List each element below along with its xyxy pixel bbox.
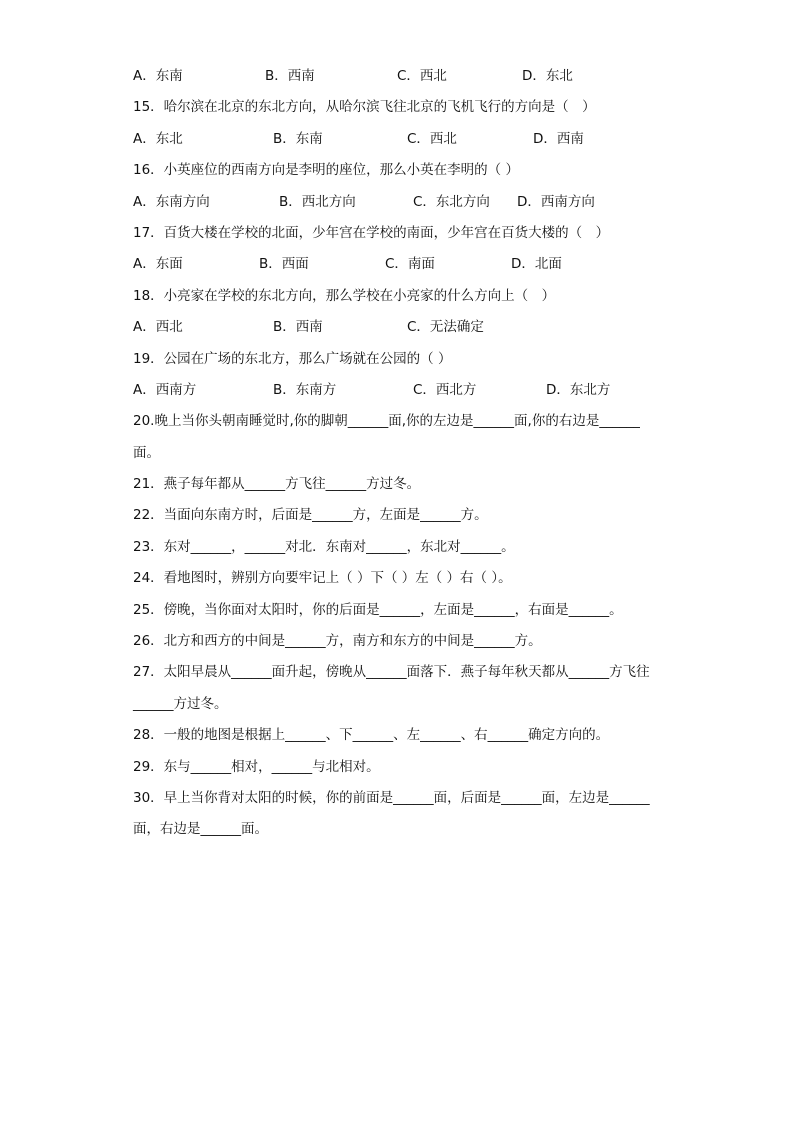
option-a: A．东面	[133, 256, 183, 273]
option-b: B．西面	[259, 256, 309, 273]
option-d: D．东北	[522, 68, 573, 84]
option-b: B．西北方向	[279, 193, 356, 210]
option-a: A．东南	[133, 68, 183, 84]
option-a: A．西北	[133, 319, 183, 336]
option-d: D．东北方	[546, 381, 611, 398]
question-15: 15．哈尔滨在北京的东北方向，从哈尔滨飞往北京的飞机飞行的方向是（ ）	[133, 99, 596, 116]
option-a: A．东南方向	[133, 193, 210, 210]
question-18: 18．小亮家在学校的东北方向，那么学校在小亮家的什么方向上（ ）	[133, 287, 556, 304]
question-28: 28．一般的地图是根据上______、下______、左______、右______确定方向的。	[133, 727, 610, 744]
option-a: A．西南方	[133, 381, 197, 398]
question-25: 25．傍晚，当你面对太阳时，你的后面是______，左面是______，右面是______。	[133, 601, 623, 618]
option-c: C．西北方	[413, 381, 477, 398]
option-c: C．南面	[385, 256, 435, 273]
q15-options	[133, 126, 673, 157]
question-19: 19．公园在广场的东北方，那么广场就在公园的（ ）	[133, 350, 452, 367]
question-20-line-1: 20.晚上当你头朝南睡觉时,你的脚朝______面,你的左边是______面,你的右边是______	[133, 413, 640, 430]
option-b: B．东南	[273, 130, 323, 147]
worksheet	[133, 63, 673, 848]
question-27-line-1: 27．太阳早晨从______面升起，傍晚从______面落下．燕子每年秋天都从______方飞往	[133, 664, 650, 681]
option-b: B．西南	[273, 319, 323, 336]
option-d: D．北面	[511, 256, 562, 273]
q19-options	[133, 377, 673, 408]
option-d: D．西南	[533, 130, 584, 147]
option-a: A．东北	[133, 130, 183, 147]
question-27-line-2: ______方过冬。	[133, 695, 228, 712]
option-c: C．西北	[407, 130, 457, 147]
option-b: B．东南方	[273, 381, 337, 398]
question-24: 24．看地图时，辨别方向要牢记上（ ）下（ ）左（ ）右（ ）。	[133, 570, 512, 587]
q18-options	[133, 314, 673, 345]
question-21: 21．燕子每年都从______方飞往______方过冬。	[133, 476, 421, 493]
question-22: 22．当面向东南方时，后面是______方，左面是______方。	[133, 507, 488, 524]
question-26: 26．北方和西方的中间是______方，南方和东方的中间是______方。	[133, 633, 542, 650]
option-c: C．西北	[397, 68, 447, 84]
option-c: C．东北方向	[413, 193, 490, 210]
option-b: B．西南	[265, 68, 315, 84]
q14-options	[133, 63, 673, 94]
question-23: 23．东对______，______对北．东南对______，东北对______。	[133, 538, 515, 555]
question-30-line-2: 面，右边是______面。	[133, 821, 268, 838]
question-29: 29．东与______相对，______与北相对。	[133, 758, 380, 775]
question-17: 17．百货大楼在学校的北面，少年宫在学校的南面，少年宫在百货大楼的（ ）	[133, 224, 610, 241]
question-20-line-2: 面。	[133, 444, 160, 461]
option-c: C．无法确定	[407, 319, 484, 336]
question-16: 16．小英座位的西南方向是李明的座位，那么小英在李明的（ ）	[133, 162, 519, 179]
question-30-line-1: 30．早上当你背对太阳的时候，你的前面是______面，后面是______面，左边是______	[133, 789, 650, 806]
option-d: D．西南方向	[517, 193, 595, 210]
q16-options	[133, 189, 673, 220]
q17-options	[133, 251, 673, 282]
